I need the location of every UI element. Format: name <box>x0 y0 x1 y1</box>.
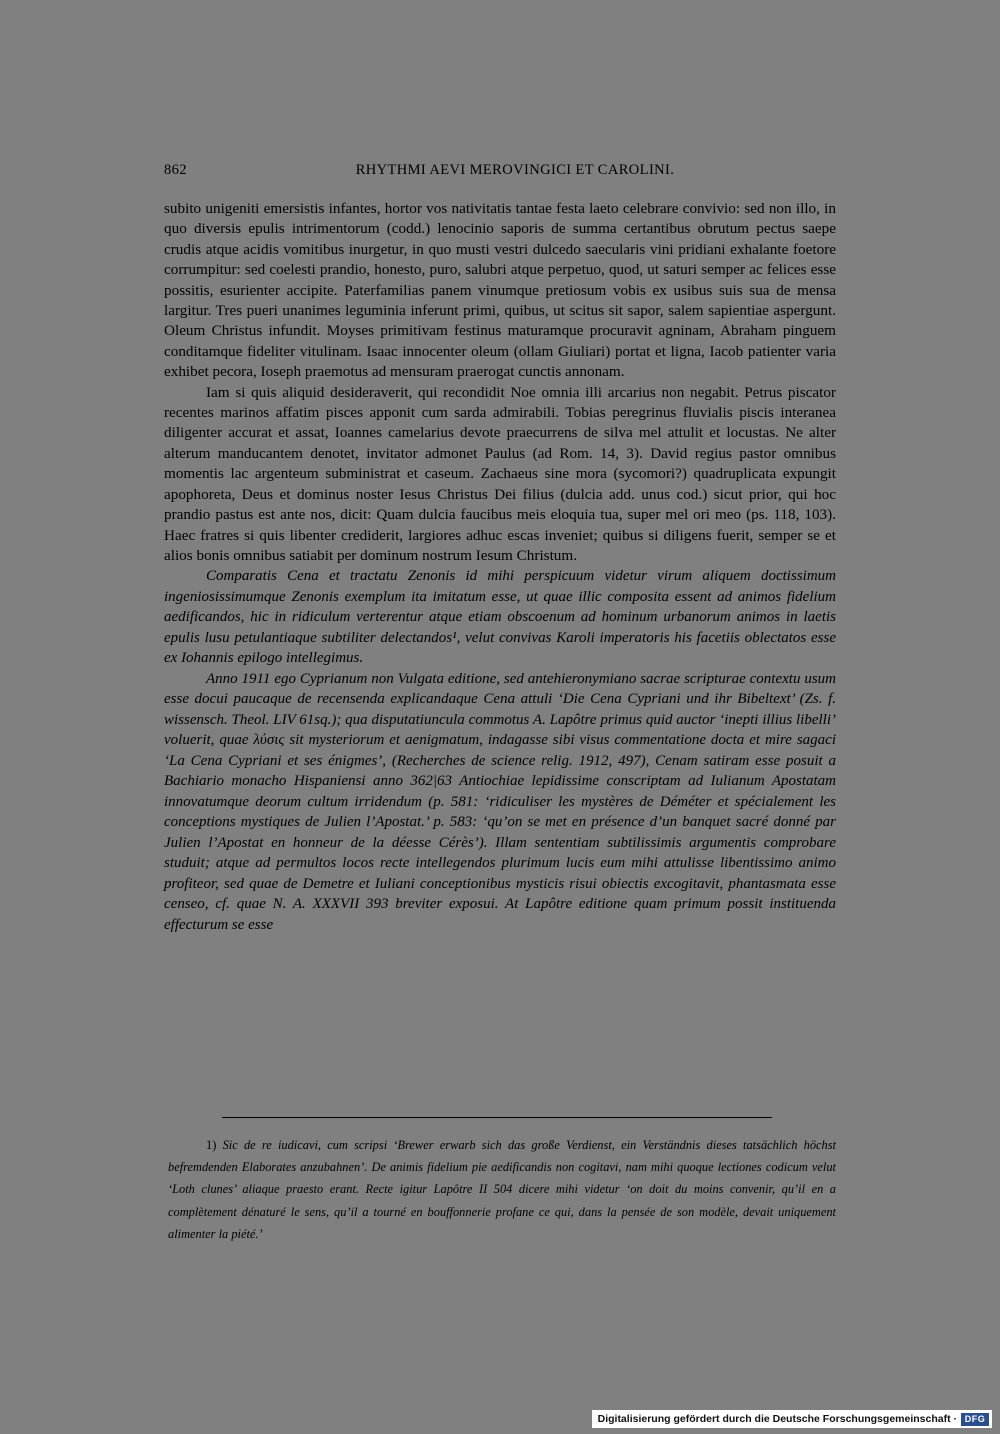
running-title: RHYTHMI AEVI MEROVINGICI ET CAROLINI. <box>355 162 675 178</box>
footnote <box>168 1134 836 1245</box>
body-text <box>164 199 836 935</box>
page-number: 862 <box>164 162 187 178</box>
page-header <box>164 162 836 184</box>
dfg-logo-icon: DFG <box>961 1413 989 1426</box>
footnote-text: Sic de re iudicavi, cum scripsi ‘Brewer erwarb sich das große Verdienst, ein Verständnis dieses tatsächlich höchst befremdenden Elaborates anzubahnen’. De animis fidelium pie aedificandis non cogitavi, nam mihi quoque lectiones codicum velut ‘Loth clunes’ aliaque praesto erant. Recte igitur Lapôtre II 504 dicere mihi videtur ‘on doit du moins convenir, qu’il en a complètement dénaturé le sens, qu’il a tourné en bouffonnerie profane ce qui, dans la pensée de son modèle, devait uniquement alimenter la piété.’ <box>168 1138 837 1241</box>
funding-banner[interactable] <box>592 1410 992 1428</box>
commentary-paragraph: Anno 1911 ego Cyprianum non Vulgata editione, sed antehieronymiano sacrae scripturae contextu usum esse docui paucaque de recensenda explicandaque Cena attuli ‘Die Cena Cypriani und ihr Bibeltext’ (Zs. f. wissensch. Theol. LIV 61sq.); qua disputatiuncula commotus A. Lapôtre primus quid auctor ‘inepti illius libelli’ voluerit, quae λύσις sit mysteriorum et aenigmatum, indagasse sibi visus commentatione docta et mire sagaci ‘La Cena Cypriani et ses énigmes’, (Recherches de science relig. 1912, 497), Cenam satiram esse posuit a Bachiario monacho Hispaniensi anno 362|63 Antiochiae lepidissime conscriptam ad Iulianum Apostatam innovatumque deorum cultum irridendum (p. 581: ‘ridiculiser les mystères de Déméter et spécialement les conceptions mystiques de Julien l’Apostat.’ p. 583: ‘qu’on se met en présence d’un banquet sacré donné par Julien l’Apostat en honneur de la déesse Cérès’). Illam sententiam subtilissimis argumentis comprobare studuit; atque ad permultos locos recte intellegendos plurimum lucis eum mihi attulisse libentissimo animo profiteor, sed quae de Demetre et Iuliani conceptionibus mysticis risui obiectis excogitavit, phantasmata esse censeo, cf. quae N. A. XXXVII 393 breviter exposui. At Lapôtre editione quam primum possit instituenda effecturum se esse <box>164 670 836 933</box>
footnote-divider <box>222 1117 772 1118</box>
commentary-paragraph: Comparatis Cena et tractatu Zenonis id mihi perspicuum videtur virum aliquem doctissimum ingeniosissimumque Zenonis exemplum ita imitatum esse, ut quae illic composita essent ad animos fidelium aedificandos, hic in ridiculum verterentur atque etiam obscoenum ad hominum urbanorum animos in laetis epulis lusu petulantiaque subtiliter delectandos¹, velut convivas Karoli imperatoris his facetiis oblectatos esse ex Iohannis epilogo intellegimus. <box>164 568 836 667</box>
footnote-number: 1) <box>206 1138 217 1152</box>
paragraph: subito unigeniti emersistis infantes, hortor vos nativitatis tantae festa laeto celebrare convivio: sed non illo, in quo diversis epulis intrimentorum (codd.) lenocinio saporis de summa certantibus obrutum pectus saepe crudis atque acidis vomitibus inurgetur, in quo musti vestri dulcedo saecularis vini pridiani exhalante foetore corrumpitur: sed coelesti prandio, honesto, puro, salubri atque perpetuo, quod, ut saturi semper ac felices esse possitis, esurienter accipite. Paterfamilias panem vinumque pretiosum vobis ex usibus suis sua de mensa largitur. Tres pueri unanimes leguminia inferunt primi, quibus, ut scitus sit sapor, salem sapientiae aspergunt. Oleum Christus infundit. Moyses primitivam festinus maturamque procuravit agninam, Abraham pinguem conditamque fideliter vitulinam. Isaac innocenter oleum (ollam Giuliari) portat et ligna, Iacob patienter varia exhibet pecora, Ioseph praemotus ad mensuram praerogat cunctis annonam. <box>164 200 836 381</box>
paragraph: Iam si quis aliquid desideraverit, qui recondidit Noe omnia illi arcarius non negabit. Petrus piscator recentes marinos affatim pisces apponit cum sarda admirabili. Tobias peregrinus fluvialis piscis interanea diligenter accurat et assat, Ioannes camelarius devote praecurrens de silva mel attulit et locustas. Ne alter alterum manducantem denotet, invitator admonet Paulus (ad Rom. 14, 3). David regius pastor omnibus momentis lac argenteum subministrat et caseum. Zachaeus sine mora (sycomori?) quadruplicata expungit apophoreta, Deus et dominus noster Iesus Christus Dei filius (dulcia add. unus cod.) sicut prior, qui hoc prandio pastus est ante nos, dicit: Quam dulcia faucibus meis eloquia tua, super mel ori meo (ps. 118, 103). Haec fratres si quis libenter crediderit, largiores adhuc escas inveniet; quibus si diligens fuerit, semper se et alios bonis omnibus satiabit per dominum nostrum Iesum Christum. <box>164 383 836 564</box>
funding-text: Digitalisierung gefördert durch die Deutsche Forschungsgemeinschaft · <box>597 1413 957 1425</box>
